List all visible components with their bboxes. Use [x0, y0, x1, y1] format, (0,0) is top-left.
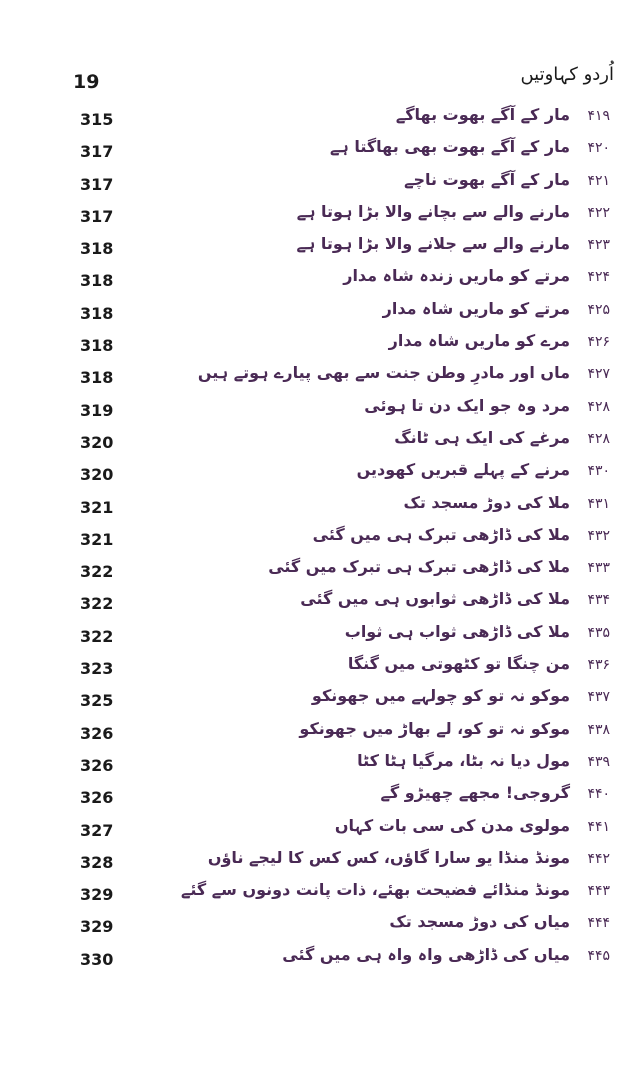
entry-page-number: 321	[80, 529, 114, 549]
entry-text	[330, 137, 610, 156]
entry-page-number: 319	[80, 400, 114, 420]
entry-number: ۴۲۶	[587, 334, 610, 351]
entry-proverb: مارنے والے سے جلانے والا بڑا ہوتا ہے	[296, 234, 570, 254]
entry-text	[357, 460, 610, 479]
list-item	[0, 654, 636, 686]
entry-text	[181, 880, 610, 899]
list-item	[0, 396, 636, 428]
entry-proverb: میاں کی دوڑ مسجد تک	[389, 912, 570, 932]
list-item	[0, 719, 636, 751]
entry-text	[348, 654, 610, 673]
entry-proverb: میاں کی ڈاڑھی واہ واہ ہی میں گئی	[282, 944, 570, 964]
entry-page-number: 326	[80, 755, 114, 775]
entry-proverb: مارنے والے سے بچانے والا بڑا ہوتا ہے	[296, 201, 570, 221]
entry-proverb: مرتے کو ماریں زندہ شاہ مدار	[343, 266, 570, 286]
entry-number: ۴۳۴	[587, 592, 610, 609]
list-item	[0, 105, 636, 137]
entry-page-number: 322	[80, 562, 114, 582]
list-item	[0, 428, 636, 460]
book-title: اُردو کہاوتیں	[520, 64, 614, 85]
entry-number: ۴۴۵	[587, 947, 610, 964]
list-item	[0, 460, 636, 492]
entry-number: ۴۲۴	[587, 269, 610, 286]
entry-text	[208, 848, 610, 867]
entry-page-number: 329	[80, 917, 114, 937]
entry-number: ۴۳۰	[587, 463, 610, 480]
entry-text	[297, 202, 610, 221]
entry-proverb: گروجی! مجھے چھیڑو گے	[380, 783, 570, 803]
entry-text	[300, 589, 610, 608]
page-number: 19	[73, 71, 100, 93]
entry-proverb: مرغے کی ایک ہی ٹانگ	[394, 427, 570, 447]
entry-number: ۴۴۴	[587, 915, 610, 932]
list-item	[0, 525, 636, 557]
list-item	[0, 783, 636, 815]
entry-proverb: ملا کی ڈاڑھی ثوابوں ہی میں گئی	[300, 589, 570, 609]
entry-proverb: مرتے کو ماریں شاہ مدار	[382, 298, 570, 318]
entry-page-number: 323	[80, 659, 114, 679]
entry-text	[335, 816, 610, 835]
list-item	[0, 493, 636, 525]
entry-proverb: ماں اور مادرِ وطن جنت سے بھی پیارے ہوتے ہیں	[197, 363, 570, 383]
entry-page-number: 322	[80, 626, 114, 646]
entry-proverb: موکو نہ تو کو، لے بھاڑ میں جھونکو	[299, 718, 570, 738]
entry-proverb: من چنگا تو کٹھوتی میں گنگا	[347, 654, 570, 674]
entry-text	[389, 331, 610, 350]
entry-page-number: 326	[80, 788, 114, 808]
entry-text	[364, 396, 610, 415]
entry-text	[299, 719, 610, 738]
list-item	[0, 589, 636, 621]
list-item	[0, 848, 636, 880]
entry-proverb: ملا کی ڈاڑھی ثواب ہی ثواب	[344, 621, 570, 641]
entry-number: ۴۴۰	[587, 786, 610, 803]
entry-page-number: 326	[80, 723, 114, 743]
entry-proverb: مونڈ منڈائے فضیحت بھئے، ذات پانت دونوں سے گئے	[181, 880, 570, 900]
list-item	[0, 266, 636, 298]
entry-number: ۴۳۳	[587, 560, 610, 577]
entry-proverb: مار کے آگے بھوت بھی بھاگتا ہے	[330, 137, 570, 157]
entry-text	[198, 363, 610, 382]
entry-number: ۴۴۱	[587, 818, 610, 835]
entry-page-number: 317	[80, 174, 114, 194]
entry-page-number: 318	[80, 336, 114, 356]
entry-proverb: ملا کی ڈاڑھی تبرک ہی تبرک میں گئی	[268, 557, 570, 577]
entry-number: ۴۳۶	[587, 657, 610, 674]
entry-page-number: 327	[80, 820, 114, 840]
entry-proverb: مرد وہ جو ایک دن تا ہوئی	[364, 395, 570, 415]
entry-text	[313, 525, 610, 544]
entry-number: ۴۳۷	[587, 689, 610, 706]
list-item	[0, 751, 636, 783]
entry-page-number: 325	[80, 691, 114, 711]
entry-text	[345, 622, 610, 641]
entry-number: ۴۲۷	[587, 366, 610, 383]
entry-number: ۴۲۵	[587, 301, 610, 318]
index-list	[0, 105, 636, 977]
entry-page-number: 318	[80, 239, 114, 259]
entry-page-number: 318	[80, 368, 114, 388]
entry-number: ۴۳۲	[587, 527, 610, 544]
list-item	[0, 686, 636, 718]
list-item	[0, 363, 636, 395]
entry-proverb: مول دیا نہ بٹا، مرگیا ہٹا کٹا	[357, 750, 570, 770]
entry-number: ۴۴۳	[587, 883, 610, 900]
entry-page-number: 318	[80, 271, 114, 291]
entry-number: ۴۳۵	[587, 624, 610, 641]
entry-proverb: مار کے آگے بھوت بھاگے	[395, 105, 570, 124]
entry-proverb: مرنے کے پہلے قبریں کھودیں	[356, 460, 570, 480]
entry-text	[282, 945, 610, 964]
entry-proverb: مار کے آگے بھوت ناچے	[404, 169, 570, 189]
entry-number: ۴۳۱	[587, 495, 610, 512]
list-item	[0, 557, 636, 589]
entry-page-number: 317	[80, 206, 114, 226]
entry-proverb: مرے کو ماریں شاہ مدار	[388, 331, 570, 351]
entry-text	[389, 912, 610, 931]
entry-page-number: 322	[80, 594, 114, 614]
entry-number: ۴۱۹	[587, 108, 610, 124]
list-item	[0, 816, 636, 848]
entry-text	[343, 266, 610, 285]
entry-text	[396, 105, 610, 124]
entry-number: ۴۲۰	[587, 140, 610, 157]
list-item	[0, 945, 636, 977]
entry-page-number: 315	[80, 110, 114, 129]
entry-page-number: 329	[80, 885, 114, 905]
entry-proverb: موکو نہ تو کو چولہے میں جھونکو	[311, 686, 570, 706]
entry-number: ۴۲۸	[587, 430, 610, 447]
entry-text	[404, 170, 610, 189]
entry-page-number: 321	[80, 497, 114, 517]
entry-text	[297, 234, 610, 253]
list-item	[0, 880, 636, 912]
entry-page-number: 317	[80, 142, 114, 162]
entry-text	[357, 751, 610, 770]
entry-page-number: 330	[80, 949, 114, 969]
entry-number: ۴۲۱	[587, 172, 610, 189]
entry-text	[403, 493, 610, 512]
entry-page-number: 320	[80, 432, 114, 452]
entry-proverb: ملا کی ڈاڑھی تبرک ہی میں گئی	[312, 524, 570, 544]
entry-proverb: مونڈ منڈا یو سارا گاؤں، کس کس کا لیجے ناؤں	[207, 847, 570, 867]
entry-number: ۴۲۸	[587, 398, 610, 415]
entry-number: ۴۲۲	[587, 204, 610, 221]
list-item	[0, 234, 636, 266]
entry-number: ۴۴۲	[587, 850, 610, 867]
entry-page-number: 318	[80, 303, 114, 323]
entry-text	[380, 783, 610, 802]
entry-text	[383, 299, 610, 318]
entry-proverb: ملا کی دوڑ مسجد تک	[403, 492, 570, 512]
entry-text	[394, 428, 610, 447]
entry-text	[312, 686, 610, 705]
entry-number: ۴۳۸	[587, 721, 610, 738]
entry-proverb: مولوی مدن کی سی بات کہاں	[334, 815, 570, 835]
list-item	[0, 202, 636, 234]
list-item	[0, 912, 636, 944]
list-item	[0, 331, 636, 363]
entry-page-number: 320	[80, 465, 114, 485]
list-item	[0, 622, 636, 654]
entry-page-number: 328	[80, 852, 114, 872]
entry-number: ۴۳۹	[587, 753, 610, 770]
list-item	[0, 137, 636, 169]
list-item	[0, 299, 636, 331]
list-item	[0, 170, 636, 202]
entry-number: ۴۲۳	[587, 237, 610, 254]
entry-text	[268, 557, 610, 576]
